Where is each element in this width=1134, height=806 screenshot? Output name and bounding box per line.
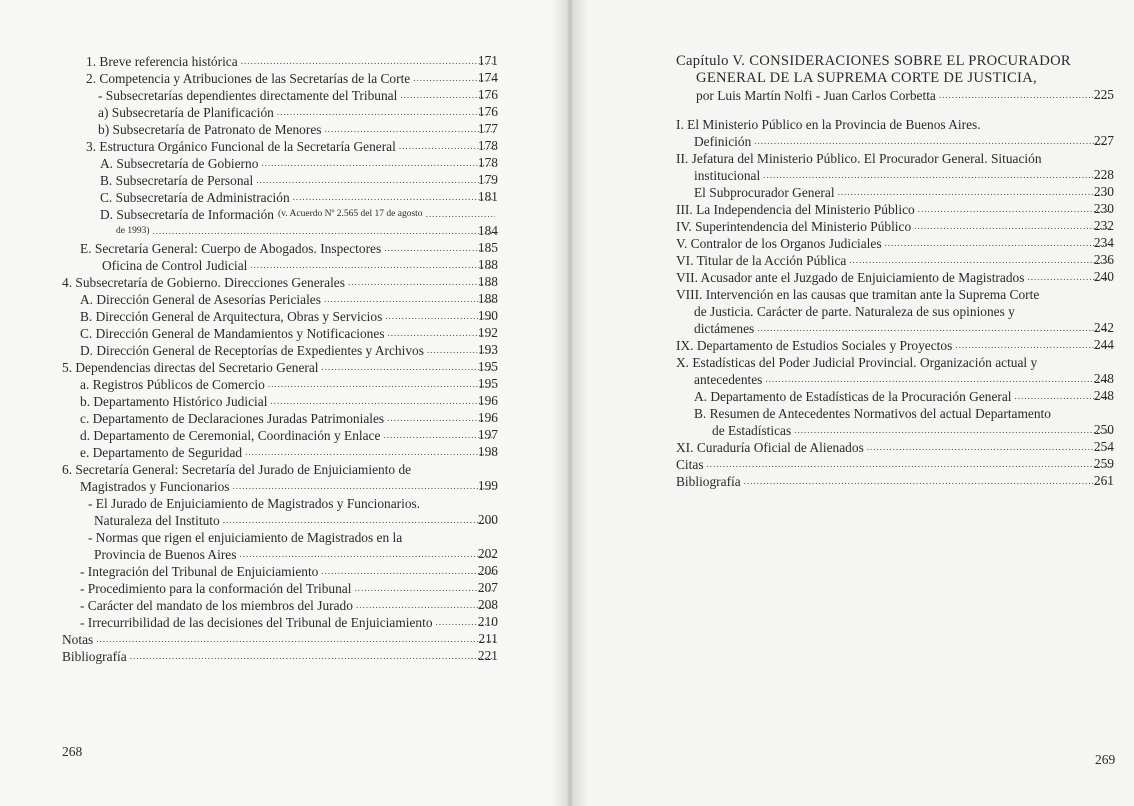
leader-dots — [849, 256, 1111, 265]
chapter-heading-line-1 — [676, 52, 1114, 69]
toc-entry — [62, 273, 498, 290]
leader-dots — [765, 375, 1111, 384]
entry-title: 3. Estructura Orgánico Funcional de la Secretaría General — [86, 139, 396, 154]
entry-title: X. Estadísticas del Poder Judicial Provincial. Organización actual y — [676, 355, 1038, 370]
entry-title: A. Departamento de Estadísticas de la Procuración General — [694, 389, 1012, 404]
toc-entry — [676, 319, 1114, 336]
entry-title: Naturaleza del Instituto — [94, 513, 220, 528]
toc-entry — [62, 52, 498, 69]
toc-entry — [62, 443, 498, 460]
leader-dots — [268, 380, 495, 389]
toc-entry — [676, 132, 1114, 149]
chapter-heading-line-2 — [676, 69, 1114, 86]
page-ref: 248 — [1093, 388, 1114, 403]
toc-entry — [676, 387, 1114, 404]
toc-entry — [62, 392, 498, 409]
toc-entry — [62, 188, 498, 205]
page-ref: 176 — [477, 87, 498, 102]
leader-dots — [867, 443, 1111, 452]
toc-entry — [62, 528, 498, 545]
entry-title: A. Dirección General de Asesorías Periciales — [80, 292, 321, 307]
entry-title: a. Registros Públicos de Comercio — [80, 377, 265, 392]
page-number-right: 269 — [1095, 752, 1116, 767]
leader-dots — [426, 210, 495, 219]
leader-dots — [763, 171, 1111, 180]
toc-entry — [62, 222, 498, 239]
entry-title: IX. Departamento de Estudios Sociales y Proyectos — [676, 338, 953, 353]
leader-dots — [794, 426, 1111, 435]
leader-dots — [744, 477, 1111, 486]
entry-title: I. El Ministerio Público en la Provincia de Buenos Aires. — [676, 117, 981, 132]
page-ref: 211 — [478, 631, 498, 646]
leader-dots — [277, 108, 495, 117]
page-ref: 190 — [477, 308, 498, 323]
chapter-title: Capítulo V. CONSIDERACIONES SOBRE EL PROCURADOR — [676, 53, 1071, 69]
entry-title: D. Dirección General de Receptorías de Expedientes y Archivos — [80, 343, 424, 358]
page-ref: 195 — [477, 376, 498, 391]
page-ref: 197 — [477, 427, 498, 442]
page-ref: 198 — [477, 444, 498, 459]
entry-note: de 1993) — [116, 226, 150, 236]
page-ref: 178 — [477, 155, 498, 170]
toc-entry — [62, 69, 498, 86]
page-ref: 196 — [477, 393, 498, 408]
toc-entry — [676, 268, 1114, 285]
toc-entry — [62, 545, 498, 562]
page-ref: 221 — [477, 648, 498, 663]
leader-dots — [130, 652, 495, 661]
toc-entry — [62, 460, 498, 477]
leader-dots — [223, 516, 495, 525]
page-ref: 196 — [477, 410, 498, 425]
toc-entry — [676, 285, 1114, 302]
page-ref: 185 — [477, 240, 498, 255]
entry-title: Citas — [676, 457, 704, 472]
toc-entry — [676, 455, 1114, 472]
entry-title: - Procedimiento para la conformación del Tribunal — [80, 581, 352, 596]
entry-title: - Carácter del mandato de los miembros del Jurado — [80, 598, 353, 613]
entry-title: 4. Subsecretaría de Gobierno. Direcciones Generales — [62, 275, 345, 290]
page-ref: 200 — [477, 512, 498, 527]
entry-title: b) Subsecretaría de Patronato de Menores — [98, 122, 322, 137]
entry-title: antecedentes — [694, 372, 763, 387]
page-ref: 199 — [477, 478, 498, 493]
toc-entry — [62, 511, 498, 528]
page-ref: 188 — [477, 291, 498, 306]
toc-entry — [676, 438, 1114, 455]
entry-note: (v. Acuerdo Nº 2.565 del 17 de agosto — [278, 209, 423, 219]
entry-title: - Subsecretarías dependientes directamente del Tribunal — [98, 88, 398, 103]
page-ref: 234 — [1093, 235, 1114, 250]
toc-entry — [62, 205, 498, 222]
page-ref: 227 — [1093, 133, 1114, 148]
page-ref: 207 — [477, 580, 498, 595]
leader-dots — [241, 57, 495, 66]
leader-dots — [270, 397, 495, 406]
page-ref: 171 — [477, 53, 498, 68]
entry-title: A. Subsecretaría de Gobierno — [100, 156, 259, 171]
page-ref: 259 — [1093, 456, 1114, 471]
page-ref: 178 — [477, 138, 498, 153]
toc-entry — [62, 324, 498, 341]
entry-title: a) Subsecretaría de Planificación — [98, 105, 274, 120]
entry-title: Definición — [694, 134, 752, 149]
leader-dots — [256, 176, 495, 185]
leader-dots — [707, 460, 1111, 469]
toc-entry — [62, 375, 498, 392]
toc-entry — [62, 596, 498, 613]
entry-title: II. Jefatura del Ministerio Público. El Procurador General. Situación — [676, 151, 1042, 166]
entry-title: III. La Independencia del Ministerio Público — [676, 202, 915, 217]
leader-dots — [153, 227, 495, 236]
toc-entry — [62, 239, 498, 256]
entry-title: de Estadísticas — [712, 423, 792, 438]
entry-title: Oficina de Control Judicial — [102, 258, 248, 273]
toc-entry — [62, 137, 498, 154]
toc-entry — [62, 409, 498, 426]
entry-title: C. Subsecretaría de Administración — [100, 190, 290, 205]
leader-dots — [321, 567, 495, 576]
page-ref: 236 — [1093, 252, 1114, 267]
toc-entry — [676, 200, 1114, 217]
toc-entry — [676, 336, 1114, 353]
leader-dots — [96, 635, 495, 644]
page-ref: 179 — [477, 172, 498, 187]
entry-title: 2. Competencia y Atribuciones de las Secretarías de la Corte — [86, 71, 411, 86]
entry-title: VI. Titular de la Acción Pública — [676, 253, 847, 268]
book-gutter — [552, 0, 588, 806]
entry-title: IV. Superintendencia del Ministerio Público — [676, 219, 912, 234]
page-ref: 230 — [1093, 201, 1114, 216]
entry-title: XI. Curaduría Oficial de Alienados — [676, 440, 864, 455]
entry-title: de Justicia. Carácter de parte. Naturaleza de sus opiniones y — [694, 304, 1015, 319]
toc-entry — [62, 86, 498, 103]
entry-title: Magistrados y Funcionarios — [80, 479, 230, 494]
leader-dots — [233, 482, 495, 491]
toc-entry — [62, 103, 498, 120]
toc-entry — [62, 613, 498, 630]
page-ref: 228 — [1093, 167, 1114, 182]
toc-entry — [62, 562, 498, 579]
entry-title: B. Dirección General de Arquitectura, Obras y Servicios — [80, 309, 383, 324]
leader-dots — [245, 448, 495, 457]
leader-dots — [918, 205, 1111, 214]
chapter-entries — [676, 115, 1114, 489]
page-ref: 210 — [477, 614, 498, 629]
leader-dots — [261, 159, 495, 168]
toc-entry — [62, 494, 498, 511]
page-ref: 195 — [477, 359, 498, 374]
entry-title: - Integración del Tribunal de Enjuiciamiento — [80, 564, 319, 579]
page-ref: 174 — [477, 70, 498, 85]
table-of-contents-right — [676, 52, 1114, 489]
page-number-left: 268 — [62, 744, 83, 759]
entry-title: VII. Acusador ante el Juzgado de Enjuiciamiento de Magistrados — [676, 270, 1025, 285]
toc-entry — [62, 647, 498, 664]
leader-dots — [757, 324, 1111, 333]
page-ref: 261 — [1093, 473, 1114, 488]
toc-entry — [676, 421, 1114, 438]
toc-entry — [62, 579, 498, 596]
page-ref: 181 — [477, 189, 498, 204]
toc-entry — [676, 353, 1114, 370]
toc-entry — [62, 171, 498, 188]
toc-entry — [62, 120, 498, 137]
page-ref: 206 — [477, 563, 498, 578]
entry-title: Bibliografía — [676, 474, 741, 489]
entry-title: 5. Dependencias directas del Secretario General — [62, 360, 319, 375]
page-ref: 240 — [1093, 269, 1114, 284]
table-of-contents-left — [62, 52, 498, 664]
page-ref: 242 — [1093, 320, 1114, 335]
entry-title: dictámenes — [694, 321, 755, 336]
page-ref: 176 — [477, 104, 498, 119]
entry-title: B. Subsecretaría de Personal — [100, 173, 254, 188]
entry-title: 6. Secretaría General: Secretaría del Jurado de Enjuiciamiento de — [62, 462, 412, 477]
toc-entry — [676, 149, 1114, 166]
page-ref: 202 — [477, 546, 498, 561]
page-ref: 184 — [477, 223, 498, 238]
leader-dots — [250, 261, 495, 270]
entry-title: VIII. Intervención en las causas que tramitan ante la Suprema Corte — [676, 287, 1040, 302]
entry-title: El Subprocurador General — [694, 185, 835, 200]
page-ref: 230 — [1093, 184, 1114, 199]
page-ref: 193 — [477, 342, 498, 357]
page-ref: 192 — [477, 325, 498, 340]
entry-title: - Irrecurribilidad de las decisiones del Tribunal de Enjuiciamiento — [80, 615, 433, 630]
leader-dots — [239, 550, 495, 559]
entry-title: C. Dirección General de Mandamientos y Notificaciones — [80, 326, 385, 341]
toc-entry — [62, 307, 498, 324]
entry-title: - El Jurado de Enjuiciamiento de Magistrados y Funcionarios. — [88, 496, 421, 511]
toc-entry — [676, 166, 1114, 183]
toc-entry — [62, 630, 498, 647]
spacer — [676, 103, 1114, 115]
toc-entry — [62, 256, 498, 273]
page-ref: 188 — [477, 274, 498, 289]
entry-title: B. Resumen de Antecedentes Normativos del actual Departamento — [694, 406, 1051, 421]
leader-dots — [838, 188, 1111, 197]
toc-entry — [676, 251, 1114, 268]
entry-title: b. Departamento Histórico Judicial — [80, 394, 268, 409]
toc-entry — [62, 477, 498, 494]
page-ref: 225 — [1093, 87, 1114, 102]
toc-entry — [62, 154, 498, 171]
toc-entry — [676, 472, 1114, 489]
chapter-title-continuation: GENERAL DE LA SUPREMA CORTE DE JUSTICIA, — [696, 70, 1037, 86]
toc-entry — [676, 217, 1114, 234]
entry-title: Bibliografía — [62, 649, 127, 664]
toc-entry — [676, 115, 1114, 132]
entry-title: V. Contralor de los Organos Judiciales — [676, 236, 882, 251]
entry-title: Notas — [62, 632, 94, 647]
entry-title: c. Departamento de Declaraciones Juradas Patrimoniales — [80, 411, 385, 426]
toc-entry — [62, 341, 498, 358]
entry-title: Provincia de Buenos Aires — [94, 547, 237, 562]
page-ref: 177 — [477, 121, 498, 136]
toc-entry — [676, 183, 1114, 200]
toc-entry — [676, 234, 1114, 251]
entry-title: E. Secretaría General: Cuerpo de Abogados. Inspectores — [80, 241, 382, 256]
toc-entry — [676, 86, 1114, 103]
chapter-authors: por Luis Martín Nolfi - Juan Carlos Corbetta — [696, 88, 936, 103]
page-ref: 244 — [1093, 337, 1114, 352]
page-ref: 254 — [1093, 439, 1114, 454]
leader-dots — [293, 193, 495, 202]
toc-entry — [62, 290, 498, 307]
toc-entry — [62, 358, 498, 375]
entry-title: e. Departamento de Seguridad — [80, 445, 243, 460]
leader-dots — [754, 137, 1111, 146]
page-ref: 232 — [1093, 218, 1114, 233]
page-ref: 188 — [477, 257, 498, 272]
entry-title: d. Departamento de Ceremonial, Coordinación y Enlace — [80, 428, 381, 443]
leader-dots — [885, 239, 1111, 248]
page-ref: 208 — [477, 597, 498, 612]
entry-title: 1. Breve referencia histórica — [86, 54, 238, 69]
entry-title: D. Subsecretaría de Información — [100, 207, 275, 222]
leader-dots — [914, 222, 1111, 231]
toc-entry — [62, 426, 498, 443]
page-ref: 250 — [1093, 422, 1114, 437]
page-ref: 248 — [1093, 371, 1114, 386]
leader-dots — [322, 363, 495, 372]
toc-entry — [676, 404, 1114, 421]
toc-entry — [676, 370, 1114, 387]
toc-entry — [676, 302, 1114, 319]
entry-title: institucional — [694, 168, 761, 183]
entry-title: - Normas que rigen el enjuiciamiento de Magistrados en la — [88, 530, 403, 545]
